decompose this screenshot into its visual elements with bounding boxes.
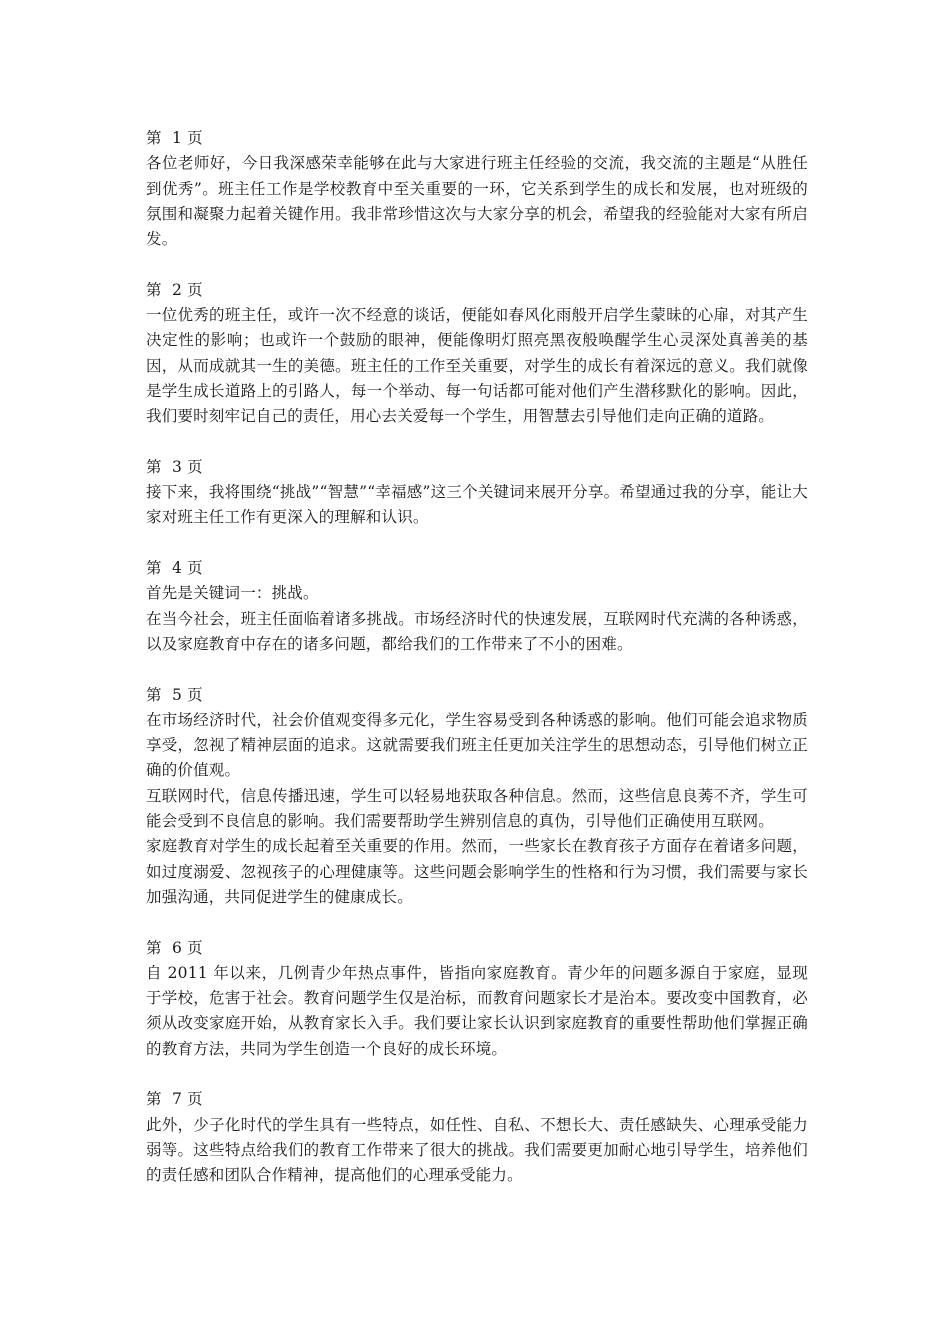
page-section-4 (146, 556, 808, 657)
page-number-label: 第 4 页 (146, 559, 203, 578)
page-section-6 (146, 936, 808, 1062)
page-section-3 (146, 455, 808, 531)
paragraph: 互联网时代，信息传播迅速，学生可以轻易地获取各种信息。然而，这些信息良莠不齐，学生可能会受到不良信息的影响。我们需要帮助学生辨别信息的真伪，引导他们正确使用互联网。 (146, 786, 808, 831)
page-section-5 (146, 683, 808, 911)
paragraph: 一位优秀的班主任，或许一次不经意的谈话，便能如春风化雨般开启学生蒙昧的心扉，对其产生决定性的影响；也或许一个鼓励的眼神，便能像明灯照亮黑夜般唤醒学生心灵深处真善美的基因，从而成就其一生的美德。班主任的工作至关重要，对学生的成长有着深远的意义。我们就像是学生成长道路上的引路人，每一个举动、每一句话都可能对他们产生潜移默化的影响。因此，我们要时刻牢记自己的责任，用心去关爱每一个学生，用智慧去引导他们走向正确的道路。 (146, 306, 808, 426)
paragraph: 首先是关键词一：挑战。 (146, 584, 319, 603)
page-section-1 (146, 126, 808, 252)
page-section-2 (146, 278, 808, 430)
paragraph: 自 2011 年以来，几例青少年热点事件，皆指向家庭教育。青少年的问题多源自于家庭，显现于学校，危害于社会。教育问题学生仅是治标，而教育问题家长才是治本。要改变中国教育，必须从改变家庭开始，从教育家长入手。我们要让家长认识到家庭教育的重要性帮助他们掌握正确的教育方法，共同为学生创造一个良好的成长环境。 (146, 963, 808, 1058)
document-body (146, 126, 808, 1214)
paragraph: 接下来，我将围绕“挑战”“智慧”“幸福感”这三个关键词来展开分享。希望通过我的分享，能让大家对班主任工作有更深入的理解和认识。 (146, 483, 808, 527)
page-number-label: 第 2 页 (146, 280, 203, 299)
paragraph: 各位老师好，今日我深感荣幸能够在此与大家进行班主任经验的交流，我交流的主题是“从胜任到优秀”。班主任工作是学校教育中至关重要的一环，它关系到学生的成长和发展，也对班级的氛围和凝聚力起着关键作用。我非常珍惜这次与大家分享的机会，希望我的经验能对大家有所启发。 (146, 154, 808, 249)
paragraph: 在当今社会，班主任面临着诸多挑战。市场经济时代的快速发展，互联网时代充满的各种诱惑，以及家庭教育中存在的诸多问题，都给我们的工作带来了不小的困难。 (146, 609, 808, 653)
page-number-label: 第 7 页 (146, 1090, 203, 1109)
paragraph: 家庭教育对学生的成长起着至关重要的作用。然而，一些家长在教育孩子方面存在着诸多问题，如过度溺爱、忽视孩子的心理健康等。这些问题会影响学生的性格和行为习惯，我们需要与家长加强沟通，共同促进学生的健康成长。 (146, 837, 808, 906)
page-number-label: 第 5 页 (146, 685, 203, 704)
paragraph: 在市场经济时代，社会价值观变得多元化，学生容易受到各种诱惑的影响。他们可能会追求物质享受，忽视了精神层面的追求。这就需要我们班主任更加关注学生的思想动态，引导他们树立正确的价值观。 (146, 710, 808, 780)
page-number-label: 第 3 页 (146, 457, 203, 476)
paragraph: 此外，少子化时代的学生具有一些特点，如任性、自私、不想长大、责任感缺失、心理承受能力弱等。这些特点给我们的教育工作带来了很大的挑战。我们需要更加耐心地引导学生，培养他们的责任感和团队合作精神，提高他们的心理承受能力。 (146, 1115, 808, 1185)
page-number-label: 第 1 页 (146, 129, 203, 147)
page-number-label: 第 6 页 (146, 938, 203, 957)
page-section-7 (146, 1087, 808, 1188)
